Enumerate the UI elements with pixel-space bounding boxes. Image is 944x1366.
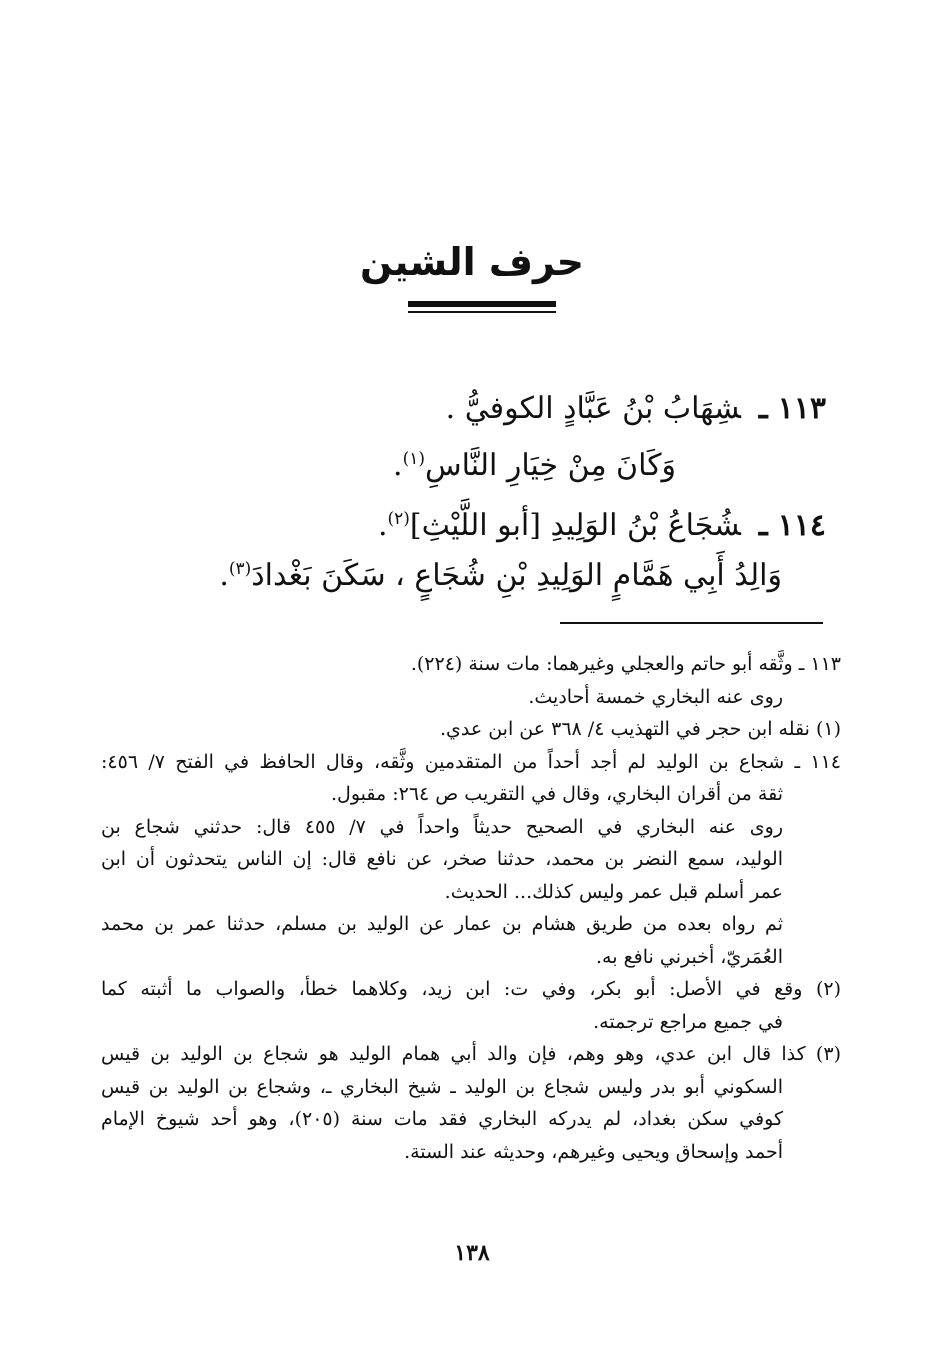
footnote-divider bbox=[560, 622, 823, 624]
entry-text: شُجَاعُ بْنُ الوَلِيدِ [أبو اللَّيْثِ] bbox=[409, 508, 741, 543]
entry-text: وَالِدُ أَبِي هَمَّامٍ الوَلِيدِ بْنِ شُجَاعٍ ، سَكَنَ بَغْدادَ bbox=[251, 558, 782, 593]
entry-period: . bbox=[377, 508, 388, 543]
footnote-ref: (١) bbox=[402, 449, 426, 469]
entry-dash: ـ bbox=[758, 391, 768, 426]
entry-text: وَكَانَ مِنْ خِيَارِ النَّاسِ bbox=[425, 448, 676, 483]
chapter-heading bbox=[0, 232, 944, 292]
footnote-line: ١١٤ ـ شجاع بن الوليد لم أجد أحداً من المتقدمين وثَّقه، وقال الحافظ في الفتح ٧/ ٤٥٦: bbox=[101, 750, 841, 773]
chapter-title: حرف الشين bbox=[359, 240, 585, 284]
footnote-line: روى عنه البخاري خمسة أحاديث. bbox=[528, 685, 783, 708]
entries-list bbox=[106, 384, 826, 594]
heading-rule-thick bbox=[408, 301, 556, 307]
entry-number: ١١٣ bbox=[777, 391, 826, 426]
page-number: ١٣٨ bbox=[454, 1240, 490, 1266]
footnote-line: كوفي سكن بغداد، لم يدركه البخاري فقد مات سنة (٢٠٥)، وهو أحد شيوخ الإمام bbox=[101, 1108, 783, 1130]
footnote-line: أحمد وإسحاق ويحيى وغيرهم، وحديثه عند الستة. bbox=[404, 1140, 783, 1163]
entry-dash: ـ bbox=[758, 508, 768, 543]
footnote-line: العُمَريّ، أخبرني نافع به. bbox=[596, 945, 783, 968]
entry-113-line-2 bbox=[106, 434, 826, 484]
heading-rule-thin bbox=[408, 311, 556, 313]
entry-114-line-2 bbox=[106, 544, 826, 594]
footnote-ref: (٢) bbox=[387, 509, 410, 529]
footnote-line: في جميع مراجع ترجمته. bbox=[593, 1010, 783, 1033]
footnote-line: (٢) وقع في الأصل: أبو بكر، وفي ت: ابن زيد، وكلاهما خطأ، والصواب ما أثبته كما bbox=[101, 978, 841, 1000]
footnote-line: ثم رواه بعده من طريق هشام بن عمار عن الوليد بن مسلم، حدثنا عمر بن محمد bbox=[101, 913, 783, 935]
footnote-line: روى عنه البخاري في الصحيح حديثاً واحداً في ٧/ ٤٥٥ قال: حدثني شجاع بن bbox=[101, 815, 783, 838]
footnote-line: الوليد، سمع النضر بن محمد، حدثنا صخر، عن نافع قال: إن الناس يتحدثون أن ابن bbox=[101, 848, 783, 870]
footnote-line: ثقة من أقران البخاري، وقال في التقريب ص ٢٦٤: مقبول. bbox=[331, 783, 783, 805]
footnote-line: السكوني أبو بدر وليس شجاع بن الوليد ـ شيخ البخاري ـ، وشجاع بن الوليد بن قيس bbox=[101, 1075, 783, 1098]
entry-114-line-1 bbox=[106, 494, 826, 544]
footnote-line: عمر أسلم قبل عمر وليس كذلك... الحديث. bbox=[444, 880, 783, 903]
footnote-line: (٣) كذا قال ابن عدي، وهو وهم، فإن والد أبي همام الوليد هو شجاع بن الوليد بن قيس bbox=[101, 1043, 841, 1065]
entry-number: ١١٤ bbox=[777, 508, 826, 543]
footnote-line: (١) نقله ابن حجر في التهذيب ٤/ ٣٦٨ عن ابن عدي. bbox=[439, 718, 841, 740]
entry-period: . bbox=[393, 448, 403, 483]
footnote-ref: (٣) bbox=[228, 559, 252, 579]
footnote-line: ١١٣ ـ وثَّقه أبو حاتم والعجلي وغيرهما: مات سنة (٢٢٤). bbox=[410, 653, 841, 675]
footnotes-section bbox=[101, 648, 841, 1168]
entry-period: . bbox=[219, 558, 229, 593]
entry-text: شِهَابُ بْنُ عَبَّادٍ الكوفيُّ . bbox=[445, 391, 741, 426]
entry-113-line-1 bbox=[106, 384, 826, 434]
